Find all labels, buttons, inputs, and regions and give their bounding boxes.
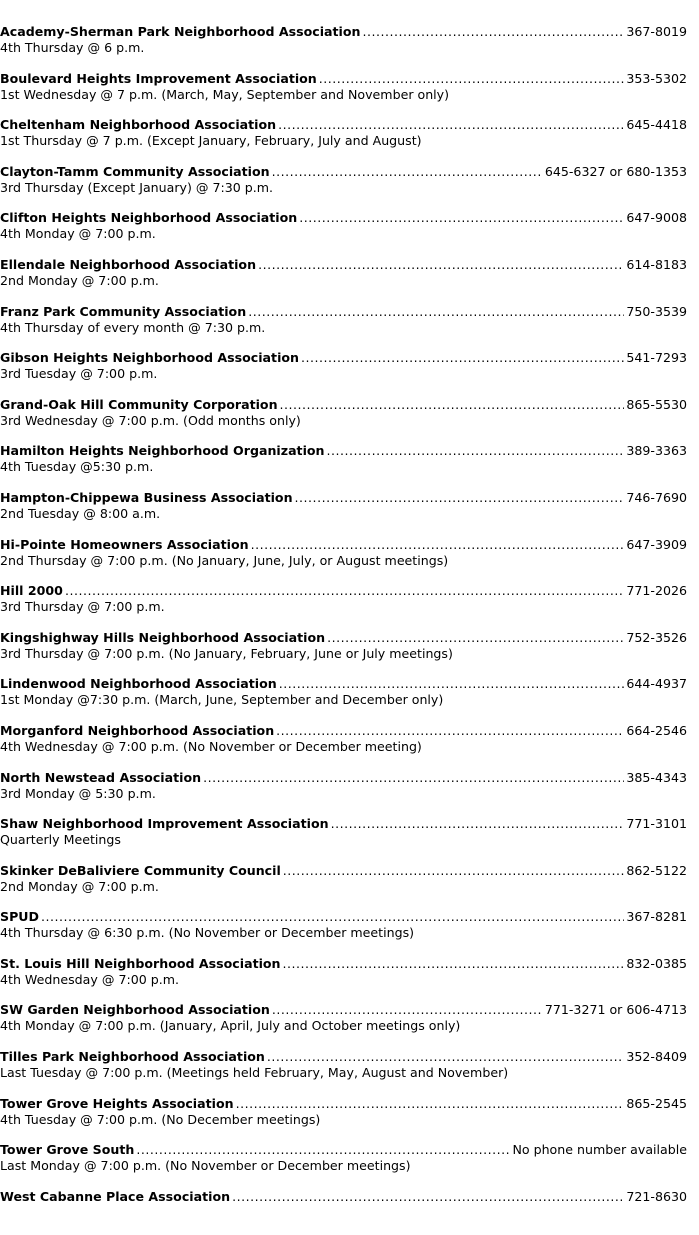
phone-number: 865-5530 bbox=[626, 396, 687, 412]
meeting-schedule: 2nd Monday @ 7:00 p.m. bbox=[0, 878, 159, 894]
meeting-schedule: 2nd Monday @ 7:00 p.m. bbox=[0, 272, 159, 288]
meeting-schedule: 1st Thursday @ 7 p.m. (Except January, February, July and August) bbox=[0, 133, 422, 149]
meeting-schedule: 4th Thursday @ 6 p.m. bbox=[0, 40, 145, 55]
phone-number: 746-7690 bbox=[626, 489, 687, 505]
association-directory bbox=[0, 24, 687, 1235]
dot-leader bbox=[319, 71, 625, 87]
dot-leader bbox=[279, 676, 625, 692]
entry-header bbox=[0, 583, 687, 599]
dot-leader bbox=[327, 443, 625, 459]
entry-header bbox=[0, 490, 687, 506]
phone-number: 367-8281 bbox=[626, 909, 687, 925]
association-name: North Newstead Association bbox=[0, 769, 202, 785]
association-entry bbox=[0, 164, 687, 211]
association-entry bbox=[0, 1142, 687, 1189]
association-entry bbox=[0, 257, 687, 304]
dot-leader bbox=[299, 210, 624, 226]
association-entry bbox=[0, 210, 687, 257]
association-name: Cheltenham Neighborhood Association bbox=[0, 117, 277, 133]
association-name: Tilles Park Neighborhood Association bbox=[0, 1049, 265, 1065]
phone-number: 645-4418 bbox=[626, 117, 687, 133]
association-name: Hampton-Chippewa Business Association bbox=[0, 489, 293, 505]
association-entry bbox=[0, 117, 687, 164]
dot-leader bbox=[65, 583, 624, 599]
meeting-schedule: 3rd Thursday (Except January) @ 7:30 p.m. bbox=[0, 179, 274, 195]
association-name: Hamilton Heights Neighborhood Organization bbox=[0, 443, 325, 459]
dot-leader bbox=[272, 1002, 543, 1018]
entry-header bbox=[0, 1002, 687, 1018]
dot-leader bbox=[331, 816, 625, 832]
phone-number: 385-4343 bbox=[626, 769, 687, 785]
association-entry bbox=[0, 537, 687, 584]
meeting-schedule: 4th Thursday @ 6:30 p.m. (No November or December meetings) bbox=[0, 925, 415, 941]
phone-number: 771-3271 or 606-4713 bbox=[544, 1002, 687, 1018]
meeting-schedule: 1st Monday @7:30 p.m. (March, June, September and December only) bbox=[0, 692, 444, 708]
association-entry bbox=[0, 909, 687, 956]
dot-leader bbox=[295, 490, 625, 506]
entry-header bbox=[0, 1096, 687, 1112]
phone-number: 771-2026 bbox=[626, 583, 687, 599]
meeting-schedule: 2nd Tuesday @ 8:00 a.m. bbox=[0, 505, 161, 521]
entry-header bbox=[0, 630, 687, 646]
phone-number: 645-6327 or 680-1353 bbox=[544, 163, 687, 179]
phone-number: 865-2545 bbox=[626, 1095, 687, 1111]
association-name: Hi-Pointe Homeowners Association bbox=[0, 536, 249, 552]
dot-leader bbox=[136, 1142, 510, 1158]
meeting-schedule: 4th Monday @ 7:00 p.m. bbox=[0, 226, 156, 242]
association-name: Shaw Neighborhood Improvement Association bbox=[0, 816, 329, 832]
dot-leader bbox=[280, 397, 625, 413]
association-entry bbox=[0, 630, 687, 677]
association-name: SW Garden Neighborhood Association bbox=[0, 1002, 270, 1018]
meeting-schedule: Last Tuesday @ 7:00 p.m. (Meetings held February, May, August and November) bbox=[0, 1065, 509, 1081]
entry-header bbox=[0, 1189, 687, 1205]
association-name: Tower Grove Heights Association bbox=[0, 1095, 234, 1111]
association-entry bbox=[0, 770, 687, 817]
association-entry bbox=[0, 816, 687, 863]
association-name: Tower Grove South bbox=[0, 1142, 135, 1158]
entry-header bbox=[0, 816, 687, 832]
association-entry bbox=[0, 583, 687, 630]
meeting-schedule: 4th Monday @ 7:00 p.m. (January, April, July and October meetings only) bbox=[0, 1018, 461, 1034]
entry-header bbox=[0, 117, 687, 133]
association-entry bbox=[0, 71, 687, 118]
dot-leader bbox=[248, 304, 624, 320]
entry-header bbox=[0, 723, 687, 739]
phone-number: 750-3539 bbox=[626, 303, 687, 319]
association-name: Gibson Heights Neighborhood Association bbox=[0, 350, 299, 366]
entry-header bbox=[0, 71, 687, 87]
association-entry bbox=[0, 24, 687, 71]
phone-number: 832-0385 bbox=[626, 955, 687, 971]
meeting-schedule: 3rd Thursday @ 7:00 p.m. bbox=[0, 599, 165, 615]
entry-header bbox=[0, 909, 687, 925]
dot-leader bbox=[258, 257, 624, 273]
association-name: St. Louis Hill Neighborhood Association bbox=[0, 955, 281, 971]
association-name: Boulevard Heights Improvement Association bbox=[0, 70, 317, 86]
association-name: Clayton-Tamm Community Association bbox=[0, 163, 270, 179]
association-entry bbox=[0, 490, 687, 537]
entry-header bbox=[0, 537, 687, 553]
meeting-schedule: 3rd Tuesday @ 7:00 p.m. bbox=[0, 366, 158, 382]
dot-leader bbox=[203, 770, 624, 786]
phone-number: 664-2546 bbox=[626, 722, 687, 738]
association-name: Morganford Neighborhood Association bbox=[0, 722, 275, 738]
phone-number: 647-3909 bbox=[626, 536, 687, 552]
entry-header bbox=[0, 443, 687, 459]
entry-header bbox=[0, 24, 687, 40]
association-name: Ellendale Neighborhood Association bbox=[0, 256, 257, 272]
dot-leader bbox=[251, 537, 625, 553]
dot-leader bbox=[276, 723, 624, 739]
entry-header bbox=[0, 1142, 687, 1158]
association-name: SPUD bbox=[0, 909, 39, 925]
association-name: Academy-Sherman Park Neighborhood Association bbox=[0, 24, 361, 39]
dot-leader bbox=[283, 863, 625, 879]
meeting-schedule: 4th Wednesday @ 7:00 p.m. (No November or December meeting) bbox=[0, 738, 422, 754]
entry-header bbox=[0, 770, 687, 786]
phone-number: 541-7293 bbox=[626, 350, 687, 366]
phone-number: 367-8019 bbox=[626, 24, 687, 39]
meeting-schedule: 4th Tuesday @ 7:00 p.m. (No December meetings) bbox=[0, 1111, 321, 1127]
entry-header bbox=[0, 164, 687, 180]
phone-number: 389-3363 bbox=[626, 443, 687, 459]
entry-header bbox=[0, 350, 687, 366]
association-entry bbox=[0, 863, 687, 910]
phone-number: 353-5302 bbox=[626, 70, 687, 86]
association-entry bbox=[0, 304, 687, 351]
association-entry bbox=[0, 676, 687, 723]
association-name: West Cabanne Place Association bbox=[0, 1188, 231, 1204]
entry-header bbox=[0, 257, 687, 273]
association-name: Lindenwood Neighborhood Association bbox=[0, 676, 277, 692]
meeting-schedule: Last Monday @ 7:00 p.m. (No November or December meetings) bbox=[0, 1158, 411, 1174]
phone-number: 771-3101 bbox=[626, 816, 687, 832]
association-entry bbox=[0, 1002, 687, 1049]
association-entry bbox=[0, 443, 687, 490]
phone-number: No phone number available bbox=[512, 1142, 687, 1158]
phone-number: 647-9008 bbox=[626, 210, 687, 226]
meeting-schedule: Quarterly Meetings bbox=[0, 832, 121, 848]
association-name: Skinker DeBaliviere Community Council bbox=[0, 862, 281, 878]
meeting-schedule: 3rd Wednesday @ 7:00 p.m. (Odd months only) bbox=[0, 412, 301, 428]
association-name: Franz Park Community Association bbox=[0, 303, 247, 319]
entry-header bbox=[0, 210, 687, 226]
meeting-schedule: 4th Wednesday @ 7:00 p.m. bbox=[0, 971, 179, 987]
dot-leader bbox=[278, 117, 624, 133]
association-name: Grand-Oak Hill Community Corporation bbox=[0, 396, 278, 412]
dot-leader bbox=[327, 630, 624, 646]
dot-leader bbox=[283, 956, 625, 972]
association-entry bbox=[0, 723, 687, 770]
meeting-schedule: 4th Tuesday @5:30 p.m. bbox=[0, 459, 154, 475]
phone-number: 752-3526 bbox=[626, 629, 687, 645]
meeting-schedule: 2nd Thursday @ 7:00 p.m. (No January, June, July, or August meetings) bbox=[0, 552, 449, 568]
entry-header bbox=[0, 676, 687, 692]
association-name: Clifton Heights Neighborhood Association bbox=[0, 210, 298, 226]
association-entry bbox=[0, 1096, 687, 1143]
dot-leader bbox=[267, 1049, 624, 1065]
association-entry bbox=[0, 397, 687, 444]
entry-header bbox=[0, 1049, 687, 1065]
entry-header bbox=[0, 397, 687, 413]
association-entry bbox=[0, 350, 687, 397]
association-entry bbox=[0, 1049, 687, 1096]
phone-number: 614-8183 bbox=[626, 256, 687, 272]
dot-leader bbox=[236, 1096, 625, 1112]
meeting-schedule: 3rd Monday @ 5:30 p.m. bbox=[0, 785, 156, 801]
association-name: Kingshighway Hills Neighborhood Association bbox=[0, 629, 326, 645]
phone-number: 644-4937 bbox=[626, 676, 687, 692]
meeting-schedule: 3rd Thursday @ 7:00 p.m. (No January, February, June or July meetings) bbox=[0, 645, 453, 661]
dot-leader bbox=[232, 1189, 624, 1205]
dot-leader bbox=[301, 350, 624, 366]
entry-header bbox=[0, 956, 687, 972]
entry-header bbox=[0, 863, 687, 879]
dot-leader bbox=[272, 164, 543, 180]
association-name: Hill 2000 bbox=[0, 583, 63, 599]
association-entry bbox=[0, 1189, 687, 1235]
phone-number: 721-8630 bbox=[626, 1188, 687, 1204]
dot-leader bbox=[363, 24, 625, 40]
meeting-schedule: 4th Thursday of every month @ 7:30 p.m. bbox=[0, 319, 266, 335]
dot-leader bbox=[41, 909, 624, 925]
phone-number: 352-8409 bbox=[626, 1049, 687, 1065]
entry-header bbox=[0, 304, 687, 320]
meeting-schedule: 1st Wednesday @ 7 p.m. (March, May, September and November only) bbox=[0, 86, 450, 102]
phone-number: 862-5122 bbox=[626, 862, 687, 878]
association-entry bbox=[0, 956, 687, 1003]
